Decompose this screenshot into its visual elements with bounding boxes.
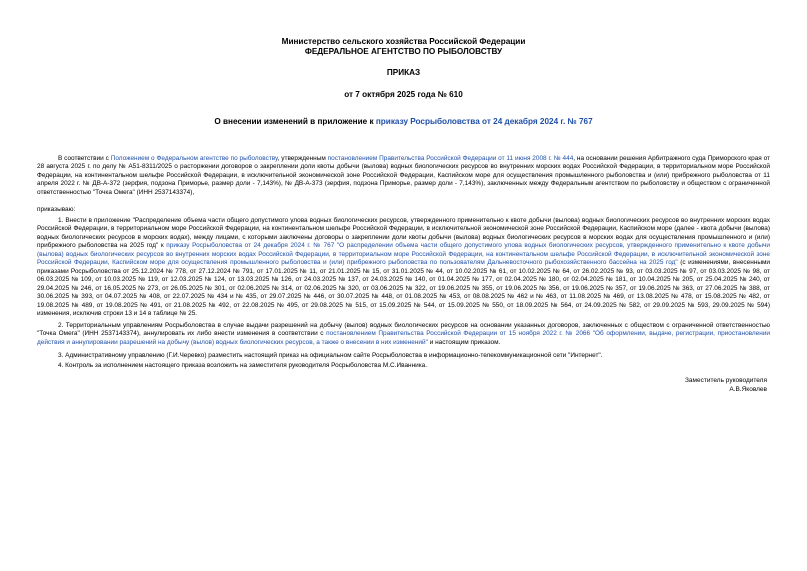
regulation-link[interactable]: Положением о Федеральном агентстве по рыболовству: [110, 155, 278, 162]
agency-name: ФЕДЕРАЛЬНОЕ АГЕНТСТВО ПО РЫБОЛОВСТВУ: [304, 47, 503, 56]
signature-name: А.В.Яковлев: [729, 386, 767, 393]
item-1-text-1: 1. Внести в приложение "Распределение объема части общего допустимого улова водных биологических ресурсов, утвержденного применительно к квоте добычи (вылова) водных биологических ресурсов во внутренних морских водах Российской Федерации, в территориальном море Российской Федерации, на континентальном шельфе Российской Федерации, в исключительной экономической зоне Российской Федерации, Каспийском море (далее - квота добычи (вылова) водных биологических ресурсов в морских водах), между лицами, с которыми заключены договоры о закреплении доли квоты добычи (вылова) водных биологических ресурсов в морских водах для осуществления промышленного и (или) прибрежного рыболовства на 2025 год" к: [37, 217, 770, 250]
document-title: [0, 117, 807, 127]
preamble-text-1: В соответствии с: [58, 155, 111, 162]
title-order-link[interactable]: приказу Росрыболовства от 24 декабря 2024 г. № 767: [375, 117, 593, 126]
item-2-text-1: 2. Территориальным управлениям Росрыболовства в случае выдачи разрешений на добычу (вылов) водных биологических ресурсов на основании указанных договоров, заключенных с обществом с ограниченной ответственностью "Точка Омега" (ИНН 2537143374), аннулировать их либо внести изменения в соответствии с: [37, 322, 770, 338]
document-type: ПРИКАЗ: [386, 68, 421, 77]
document-date-number: от 7 октября 2025 года № 610: [344, 90, 463, 99]
preamble-text-3: , на основании решения Арбитражного суда Приморского края от 28 августа 2025 г. по делу № А51-8311/2025 о расторжении договоров о закреплении доли квоты добычи (вылова) водных биологических ресурсов во внутренних морских водах Российской Федерации, в территориальном море Российской Федерации, на континентальном шельфе Российской Федерации, в исключительной экономической зоне Российской Федерации, Каспийском море для осуществления промышленного рыболовства и (или) прибрежного рыболовства от 11 апреля 2022 г. № ДВ-А-372 (зерфия, подзона Приморье, размер доли - 7,143%), № ДВ-А-373 (зерфия, подзона Приморье, размер доли - 7,143%), заключенных между Федеральным агентством по рыболовству и обществом с ограниченной ответственностью "Точка Омега" (ИНН 2537143374),: [37, 155, 771, 196]
item-1-text-2: (с изменениями, внесенными приказами Росрыболовства от 25.12.2024 № 778, от 27.12.2024 № 791, от 17.01.2025 № 11, от 21.01.2025 № 15, от 31.01.2025 № 44, от 10.02.2025 № 61, от 10.02.2025 № 64, от 26.02.2025 № 93, от 03.03.2025 № 97, от 03.03.2025 № 98, от 06.03.2025 № 109, от 10.03.2025 № 119, от 12.03.2025 № 124, от 13.03.2025 № 126, от 24.03.2025 № 137, от 24.03.2025 № 140, от 01.04.2025 № 177, от 02.04.2025 № 180, от 02.04.2025 № 181, от 10.04.2025 № 205, от 25.04.2025 № 240, от 29.04.2025 № 246, от 16.05.2025 № 273, от 26.05.2025 № 301, от 02.06.2025 № 314, от 02.06.2025 № 320, от 03.06.2025 № 322, от 19.06.2025 № 355, от 19.06.2025 № 356, от 19.06.2025 № 357, от 19.06.2025 № 363, от 27.06.2025 № 388, от 30.06.2025 № 393, от 04.07.2025 № 408, от 22.07.2025 № 434 и № 435, от 29.07.2025 № 446, от 30.07.2025 № 448, от 01.08.2025 № 453, от 08.08.2025 № 462 и № 463, от 11.08.2025 № 469, от 13.08.2025 № 478, от 15.08.2025 № 482, от 19.08.2025 № 489, от 19.08.2025 № 491, от 21.08.2025 № 492, от 22.08.2025 № 495, от 29.08.2025 № 515, от 15.09.2025 № 544, от 15.09.2025 № 550, от 18.09.2025 № 564, от 24.09.2025 № 582, от 29.09.2025 № 593, 29.09.2025 № 594): [37, 259, 770, 309]
orders-word: приказываю:: [37, 206, 76, 213]
item-4-paragraph: 4. Контроль за исполнением настоящего приказа возложить на заместителя руководителя Росрыболовства М.С.Иванника.: [58, 362, 428, 369]
title-text: О внесении изменений в приложение к: [214, 117, 376, 126]
decree-2066-link[interactable]: постановлением Правительства Российской Федерации от 15 ноября 2022 г. № 2066 "Об оформлении, выдаче, регистрации, приостановлении действия и аннулировании разрешений на добычу (вылов) водных биологических ресурсов, а также о внесении в них изменений": [37, 330, 771, 346]
item-2-text-2: и настоящим приказом.: [427, 338, 501, 346]
preamble-text-2: , утвержденным: [277, 155, 328, 162]
order-767-link[interactable]: приказу Росрыболовства от 24 декабря 2024 г. № 767 "О распределении объема части общего допустимого улова водных биологических ресурсов, утвержденного применительно к квоте добычи (вылова) водных биологических ресурсов во внутренних морских водах Российской Федерации, в территориальном море Российской Федерации, на континентальном шельфе Российской Федерации, в исключительной экономической зоне Российской Федерации, Каспийском море для осуществления промышленного рыболовства и (или) прибрежного рыболовства по пользователям Дальневосточного рыбохозяйственного бассейна на 2025 год": [37, 242, 770, 267]
signature-position: Заместитель руководителя: [685, 377, 767, 384]
item-1-text-3: изменения, исключив строки 13 и 14 в таблице № 25.: [37, 309, 198, 317]
item-3-paragraph: 3. Административному управлению (Г.И.Черевко) разместить настоящий приказ на официальном сайте Росрыболовства в информационно-телекоммуникационной сети "Интернет".: [58, 352, 603, 359]
item-1-paragraph: [37, 217, 770, 318]
preamble-paragraph: [37, 155, 770, 197]
ministry-name: Министерство сельского хозяйства Российской Федерации: [281, 37, 526, 46]
item-2-paragraph: [37, 322, 770, 347]
government-decree-link[interactable]: постановлением Правительства Российской Федерации от 11 июня 2008 г. № 444: [327, 155, 574, 162]
